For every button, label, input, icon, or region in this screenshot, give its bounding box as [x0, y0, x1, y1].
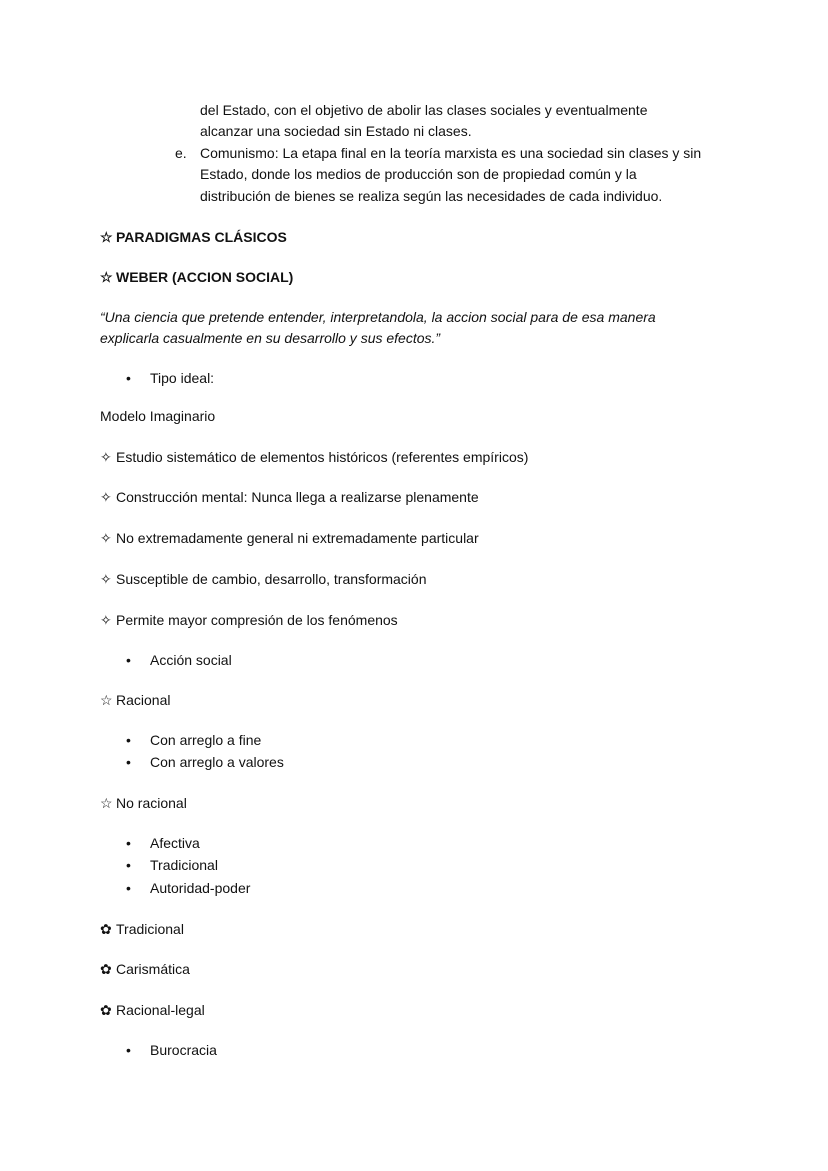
section-racional [100, 691, 170, 709]
list-item: Con arreglo a fine [150, 732, 262, 748]
bullet-icon: • [126, 880, 131, 896]
text-line: Comunismo: La etapa final en la teoría marxista es una sociedad sin clases y sin [200, 145, 702, 161]
quote-line: “Una ciencia que pretende entender, interpretandola, la accion social para de esa manera [100, 309, 656, 325]
list-item: Autoridad-poder [150, 880, 251, 896]
diamond-icon: ✧ [100, 449, 112, 465]
list-item [100, 488, 479, 506]
item-text: Tradicional [116, 921, 184, 937]
list-item [100, 611, 398, 629]
item-text: No extremadamente general ni extremadamente particular [116, 530, 479, 546]
item-text: Permite mayor compresión de los fenómenos [116, 612, 398, 628]
list-item: Tipo ideal: [150, 370, 215, 386]
item-text: Estudio sistemático de elementos históricos (referentes empíricos) [116, 449, 529, 465]
bullet-icon: • [126, 857, 131, 873]
diamond-icon: ✧ [100, 530, 112, 546]
flower-icon: ✿ [100, 961, 112, 977]
text-line: del Estado, con el objetivo de abolir las clases sociales y eventualmente [200, 102, 648, 118]
item-text: Racional-legal [116, 1002, 205, 1018]
list-item [100, 960, 190, 978]
heading-paradigmas [100, 228, 287, 246]
bullet-icon: • [126, 754, 131, 770]
flower-icon: ✿ [100, 921, 112, 937]
text-line: Estado, donde los medios de producción son de propiedad común y la [200, 166, 637, 182]
item-text: Construcción mental: Nunca llega a realizarse plenamente [116, 489, 479, 505]
list-item [100, 448, 528, 466]
heading-weber [100, 268, 293, 286]
list-item [100, 570, 427, 588]
bullet-icon: • [126, 652, 131, 668]
quote-line: explicarla casualmente en su desarrollo y sus efectos.” [100, 330, 441, 346]
star-icon: ☆ [100, 269, 113, 285]
bullet-icon: • [126, 835, 131, 851]
heading-text: WEBER (ACCION SOCIAL) [116, 269, 294, 285]
diamond-icon: ✧ [100, 571, 112, 587]
flower-icon: ✿ [100, 1002, 112, 1018]
item-text: Carismática [116, 961, 190, 977]
item-text: Susceptible de cambio, desarrollo, transformación [116, 571, 427, 587]
star-icon: ☆ [100, 692, 113, 708]
list-item [100, 920, 184, 938]
star-icon: ☆ [100, 795, 113, 811]
list-item: Con arreglo a valores [150, 754, 284, 770]
bullet-icon: • [126, 1042, 131, 1058]
list-item [100, 529, 479, 547]
section-text: No racional [116, 795, 187, 811]
bullet-icon: • [126, 370, 131, 386]
list-item [100, 1001, 205, 1019]
section-no-racional [100, 794, 187, 812]
bullet-icon: • [126, 732, 131, 748]
text-line: Modelo Imaginario [100, 408, 216, 424]
star-icon: ☆ [100, 229, 113, 245]
diamond-icon: ✧ [100, 612, 112, 628]
list-item: Acción social [150, 652, 232, 668]
section-text: Racional [116, 692, 171, 708]
list-item: Tradicional [150, 857, 218, 873]
heading-text: PARADIGMAS CLÁSICOS [116, 229, 287, 245]
text-line: alcanzar una sociedad sin Estado ni clases. [200, 123, 472, 139]
list-item: Afectiva [150, 835, 200, 851]
diamond-icon: ✧ [100, 489, 112, 505]
list-item: Burocracia [150, 1042, 217, 1058]
list-marker: e. [175, 145, 187, 161]
text-line: distribución de bienes se realiza según las necesidades de cada individuo. [200, 188, 663, 204]
